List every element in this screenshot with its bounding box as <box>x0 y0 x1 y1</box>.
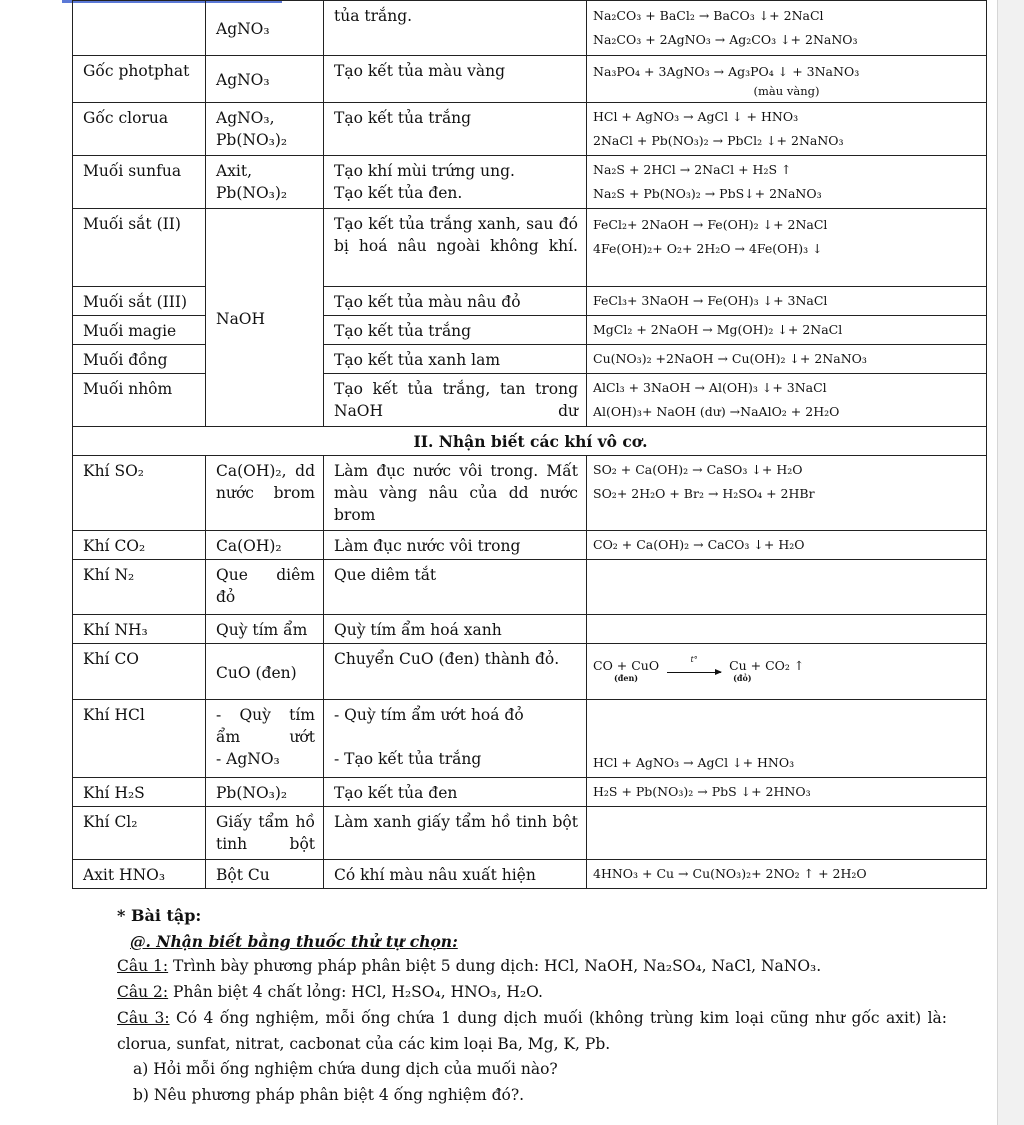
equation-cell <box>587 316 987 345</box>
reagent-cell: Ca(OH)₂ <box>206 531 324 560</box>
reagent-cell <box>206 156 324 209</box>
gas-cell: Khí CO <box>73 644 206 700</box>
question-1 <box>117 953 947 979</box>
reagent-cell: Pb(NO₃)₂ <box>206 778 324 807</box>
phenomenon-cell: Làm xanh giấy tẩm hồ tinh bột <box>324 807 587 860</box>
equation: 4Fe(OH)₂+ O₂+ 2H₂O → 4Fe(OH)₃ ↓ <box>593 241 823 256</box>
ion-cell: Muối magie <box>73 316 206 345</box>
equation-cell <box>587 778 987 807</box>
reagent-cell: AgNO₃ <box>206 56 324 103</box>
gas-cell: Khí NH₃ <box>73 615 206 644</box>
reagent-line: Pb(NO₃)₂ <box>216 131 288 149</box>
reagent-line: Axit, <box>216 162 253 180</box>
question-3 <box>117 1005 947 1057</box>
phenomenon-line: - Tạo kết tủa trắng <box>334 750 482 768</box>
equation-cell <box>587 531 987 560</box>
phenomenon-cell: Tạo kết tủa đen <box>324 778 587 807</box>
table-row <box>73 1 987 56</box>
phenomenon-cell: Chuyển CuO (đen) thành đỏ. <box>324 644 587 700</box>
exercises-subtitle: @. Nhận biết bằng thuốc thử tự chọn: <box>130 932 458 951</box>
equation-left: CO + CuO <box>593 657 660 673</box>
reagent-cell: Giấy tẩm hồ tinh bột <box>206 807 324 860</box>
equation-cell <box>587 560 987 615</box>
equation-cell <box>587 700 987 778</box>
phenomenon-cell: Tạo kết tủa trắng, tan trong NaOH dư <box>324 374 587 427</box>
question-2 <box>117 979 947 1005</box>
ion-cell: Muối nhôm <box>73 374 206 427</box>
equation: Na₂S + Pb(NO₃)₂ → PbS↓+ 2NaNO₃ <box>593 186 822 201</box>
ion-cell: Muối đồng <box>73 345 206 374</box>
reagent-cell <box>206 103 324 156</box>
exercises-title: * Bài tập: <box>117 906 202 925</box>
phenomenon-cell: Tạo kết tủa màu vàng <box>324 56 587 103</box>
gas-cell: Khí N₂ <box>73 560 206 615</box>
equation: Al(OH)₃+ NaOH (dư) →NaAlO₂ + 2H₂O <box>593 404 840 419</box>
phenomenon-cell: Quỳ tím ẩm hoá xanh <box>324 615 587 644</box>
equation-term <box>593 657 660 684</box>
reagent-line: AgNO₃, <box>216 109 275 127</box>
question-label: Câu 1: <box>117 957 169 975</box>
identification-table <box>72 0 987 889</box>
equation-cell <box>587 345 987 374</box>
ion-cell <box>73 1 206 56</box>
ion-cell: Muối sunfua <box>73 156 206 209</box>
reagent-cell: Que diêm đỏ <box>206 560 324 615</box>
gas-cell: Khí Cl₂ <box>73 807 206 860</box>
equation: FeCl₃+ 3NaOH → Fe(OH)₃ ↓+ 3NaCl <box>593 293 828 308</box>
reagent-line: - AgNO₃ <box>216 750 280 768</box>
ion-cell: Muối sắt (III) <box>73 287 206 316</box>
question-text: Trình bày phương pháp phân biệt 5 dung dịch: HCl, NaOH, Na₂SO₄, NaCl, NaNO₃. <box>168 957 822 975</box>
table-row <box>73 778 987 807</box>
equation-cell <box>587 456 987 531</box>
phenomenon-line: Tạo khí mùi trứng ung. <box>334 162 515 180</box>
phenomenon-cell: Làm đục nước vôi trong. Mất màu vàng nâu của dd nước brom <box>324 456 587 531</box>
equation-note: (màu vàng) <box>753 84 820 98</box>
phenomenon-cell: tủa trắng. <box>324 1 587 56</box>
table-row <box>73 615 987 644</box>
equation: HCl + AgNO₃ → AgCl ↓+ HNO₃ <box>593 755 795 770</box>
condition: t° <box>690 654 698 664</box>
ion-cell: Gốc photphat <box>73 56 206 103</box>
table-row <box>73 103 987 156</box>
equation: 2NaCl + Pb(NO₃)₂ → PbCl₂ ↓+ 2NaNO₃ <box>593 133 844 148</box>
table-row <box>73 156 987 209</box>
equation: Na₂S + 2HCl → 2NaCl + H₂S ↑ <box>593 162 792 177</box>
question-3b: b) Nêu phương pháp phân biệt 4 ống nghiệm đó?. <box>133 1086 525 1104</box>
phenomenon-cell: Que diêm tắt <box>324 560 587 615</box>
equation-cell <box>587 287 987 316</box>
equation: MgCl₂ + 2NaOH → Mg(OH)₂ ↓+ 2NaCl <box>593 322 843 337</box>
phenomenon-cell: Tạo kết tủa trắng <box>324 316 587 345</box>
equation: SO₂ + Ca(OH)₂ → CaSO₃ ↓+ H₂O <box>593 462 803 477</box>
reagent-cell <box>206 700 324 778</box>
question-3a: a) Hỏi mỗi ống nghiệm chứa dung dịch của muối nào? <box>133 1060 558 1078</box>
ion-cell: Muối sắt (II) <box>73 209 206 287</box>
reagent-cell: NaOH <box>206 209 324 427</box>
equation-cell <box>587 56 987 103</box>
equation: H₂S + Pb(NO₃)₂ → PbS ↓+ 2HNO₃ <box>593 784 811 799</box>
table-row <box>73 644 987 700</box>
equation-term <box>729 657 805 684</box>
question-label: Câu 2: <box>117 983 169 1001</box>
equation-cell <box>587 156 987 209</box>
reagent-line: Pb(NO₃)₂ <box>216 184 288 202</box>
equation: FeCl₂+ 2NaOH → Fe(OH)₂ ↓+ 2NaCl <box>593 217 828 232</box>
equation-cell <box>587 103 987 156</box>
equation-cell <box>587 807 987 860</box>
equation: 4HNO₃ + Cu → Cu(NO₃)₂+ 2NO₂ ↑ + 2H₂O <box>593 866 867 881</box>
label-den: (đen) <box>614 672 639 683</box>
gas-cell: Axit HNO₃ <box>73 860 206 889</box>
label-do: (đỏ) <box>733 672 752 683</box>
phenomenon-line: - Quỳ tím ẩm ướt hoá đỏ <box>334 706 524 724</box>
table-row <box>73 860 987 889</box>
equation-cell <box>587 209 987 287</box>
table-row <box>73 807 987 860</box>
gas-cell: Khí H₂S <box>73 778 206 807</box>
reagent-cell: Quỳ tím ẩm <box>206 615 324 644</box>
phenomenon-cell: Có khí màu nâu xuất hiện <box>324 860 587 889</box>
phenomenon-cell <box>324 700 587 778</box>
gas-cell: Khí HCl <box>73 700 206 778</box>
equation: Cu(NO₃)₂ +2NaOH → Cu(OH)₂ ↓+ 2NaNO₃ <box>593 351 867 366</box>
question-text: Phân biệt 4 chất lỏng: HCl, H₂SO₄, HNO₃, H₂O. <box>168 983 543 1001</box>
reagent-cell: Ca(OH)₂, dd nước brom <box>206 456 324 531</box>
equation: AlCl₃ + 3NaOH → Al(OH)₃ ↓+ 3NaCl <box>593 380 827 395</box>
phenomenon-line: Tạo kết tủa đen. <box>334 184 463 202</box>
table-row <box>73 56 987 103</box>
section-title: II. Nhận biết các khí vô cơ. <box>73 427 987 456</box>
equation-right: Cu + CO₂ ↑ <box>729 657 805 673</box>
table-row <box>73 700 987 778</box>
equation-arrow <box>663 654 725 690</box>
reagent-cell: Bột Cu <box>206 860 324 889</box>
table-row <box>73 209 987 287</box>
gas-cell: Khí SO₂ <box>73 456 206 531</box>
equation: SO₂+ 2H₂O + Br₂ → H₂SO₄ + 2HBr <box>593 486 815 501</box>
equation-cell <box>587 1 987 56</box>
question-text: Có 4 ống nghiệm, mỗi ống chứa 1 dung dịch muối (không trùng kim loại cũng như gốc axit) là: clorua, sunfat, nitrat, cacbonat của các kim loại Ba, Mg, K, Pb. <box>117 1009 947 1053</box>
phenomenon-cell: Tạo kết tủa màu nâu đỏ <box>324 287 587 316</box>
gas-cell: Khí CO₂ <box>73 531 206 560</box>
reagent-cell: CuO (đen) <box>206 644 324 700</box>
arrow-icon <box>667 672 721 673</box>
section-row <box>73 427 987 456</box>
phenomenon-cell: Tạo kết tủa trắng xanh, sau đó bị hoá nâu ngoài không khí. <box>324 209 587 287</box>
phenomenon-cell: Làm đục nước vôi trong <box>324 531 587 560</box>
equation-cell <box>587 644 987 700</box>
table-row <box>73 560 987 615</box>
equation: CO₂ + Ca(OH)₂ → CaCO₃ ↓+ H₂O <box>593 537 805 552</box>
question-label: Câu 3: <box>117 1009 170 1027</box>
table-row <box>73 531 987 560</box>
equation-cell <box>587 615 987 644</box>
equation: Na₂CO₃ + 2AgNO₃ → Ag₂CO₃ ↓+ 2NaNO₃ <box>593 32 858 47</box>
page-edge <box>997 0 1024 1125</box>
phenomenon-cell <box>324 156 587 209</box>
equation: HCl + AgNO₃ → AgCl ↓ + HNO₃ <box>593 109 799 124</box>
equation: Na₂CO₃ + BaCl₂ → BaCO₃ ↓+ 2NaCl <box>593 8 824 23</box>
equation-cell <box>587 860 987 889</box>
table-row <box>73 456 987 531</box>
reagent-line: - Quỳ tím ẩm ướt <box>216 706 315 746</box>
phenomenon-cell: Tạo kết tủa trắng <box>324 103 587 156</box>
reagent-cell: AgNO₃ <box>206 1 324 56</box>
equation: Na₃PO₄ + 3AgNO₃ → Ag₃PO₄ ↓ + 3NaNO₃ <box>593 64 860 79</box>
ion-cell: Gốc clorua <box>73 103 206 156</box>
equation-cell <box>587 374 987 427</box>
phenomenon-cell: Tạo kết tủa xanh lam <box>324 345 587 374</box>
